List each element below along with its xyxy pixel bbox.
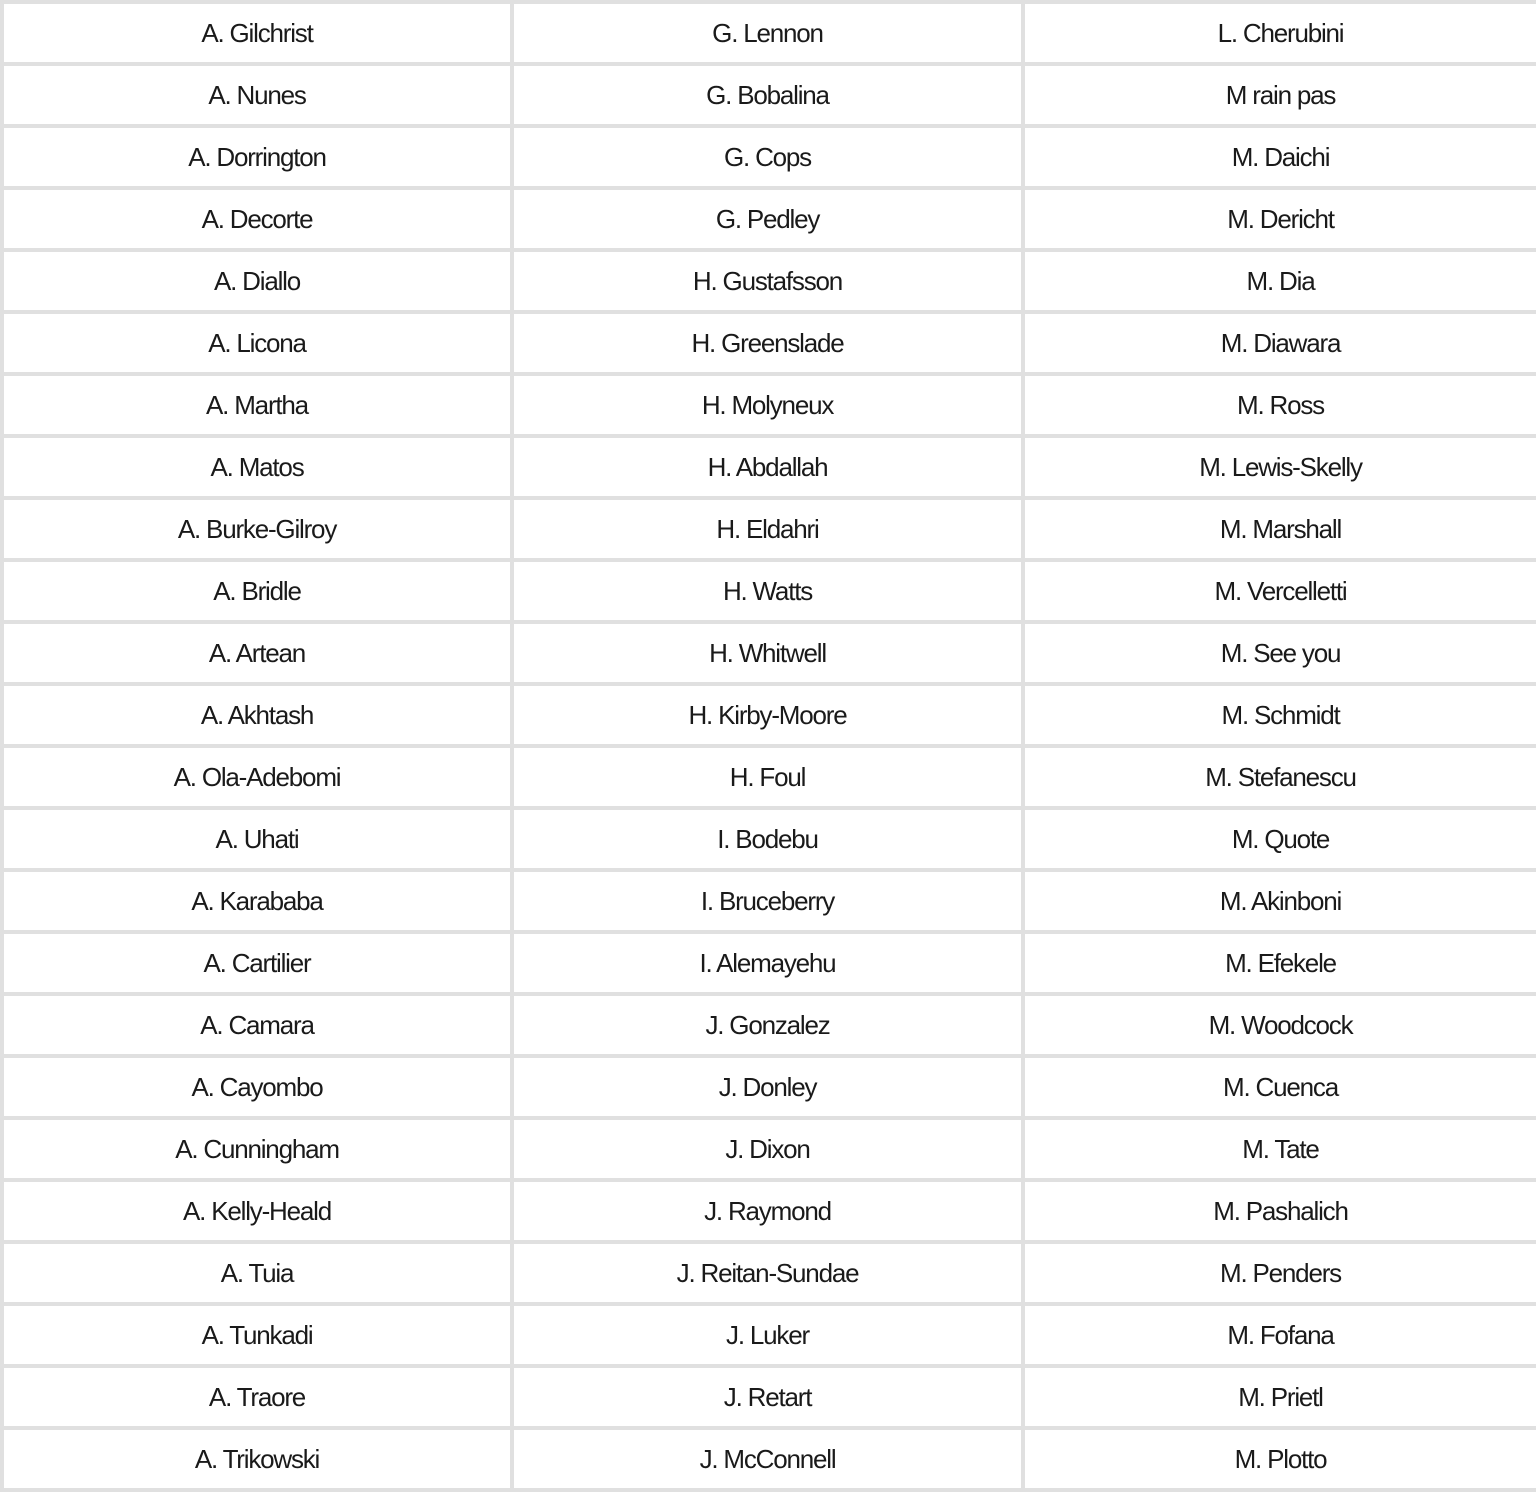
name-cell: G. Cops [512,126,1023,188]
name-cell: A. Trikowski [2,1428,512,1490]
name-cell: A. Karababa [2,870,512,932]
table-row [2,684,1536,746]
name-cell: M. Efekele [1023,932,1536,994]
name-cell: M. Vercelletti [1023,560,1536,622]
name-cell: M. Woodcock [1023,994,1536,1056]
name-cell: J. Retart [512,1366,1023,1428]
name-cell: M. Prietl [1023,1366,1536,1428]
name-cell: M. Penders [1023,1242,1536,1304]
name-cell: A. Camara [2,994,512,1056]
name-cell: I. Bodebu [512,808,1023,870]
name-cell: H. Gustafsson [512,250,1023,312]
name-cell: H. Abdallah [512,436,1023,498]
name-cell: A. Decorte [2,188,512,250]
table-row [2,994,1536,1056]
table-row [2,560,1536,622]
table-row [2,250,1536,312]
table-row [2,808,1536,870]
name-cell: M. Marshall [1023,498,1536,560]
name-cell: M. Cuenca [1023,1056,1536,1118]
name-cell: A. Martha [2,374,512,436]
name-cell: J. Gonzalez [512,994,1023,1056]
name-cell: M. Stefanescu [1023,746,1536,808]
name-cell: J. McConnell [512,1428,1023,1490]
table-row [2,436,1536,498]
name-cell: J. Dixon [512,1118,1023,1180]
name-cell: A. Matos [2,436,512,498]
name-cell: A. Burke-Gilroy [2,498,512,560]
name-cell: M. Ross [1023,374,1536,436]
name-cell: A. Dorrington [2,126,512,188]
table-row [2,374,1536,436]
table-row [2,1056,1536,1118]
name-cell: M. Dia [1023,250,1536,312]
name-cell: A. Nunes [2,64,512,126]
table-row [2,1366,1536,1428]
name-cell: A. Uhati [2,808,512,870]
name-cell: G. Lennon [512,2,1023,64]
name-cell: A. Ola-Adebomi [2,746,512,808]
name-cell: A. Akhtash [2,684,512,746]
name-cell: I. Bruceberry [512,870,1023,932]
table-row [2,188,1536,250]
name-cell: A. Tuia [2,1242,512,1304]
name-cell: H. Eldahri [512,498,1023,560]
name-cell: A. Cayombo [2,1056,512,1118]
name-cell: H. Watts [512,560,1023,622]
table-row [2,1428,1536,1490]
name-cell: G. Pedley [512,188,1023,250]
name-cell: A. Cartilier [2,932,512,994]
table-row [2,64,1536,126]
name-cell: H. Molyneux [512,374,1023,436]
table-row [2,498,1536,560]
name-cell: A. Cunningham [2,1118,512,1180]
name-cell: G. Bobalina [512,64,1023,126]
name-cell: M. Schmidt [1023,684,1536,746]
name-cell: J. Luker [512,1304,1023,1366]
name-cell: M. Diawara [1023,312,1536,374]
name-cell: H. Whitwell [512,622,1023,684]
name-cell: J. Raymond [512,1180,1023,1242]
name-cell: A. Kelly-Heald [2,1180,512,1242]
name-cell: H. Kirby-Moore [512,684,1023,746]
names-table-body [2,2,1536,1490]
name-cell: M. Daichi [1023,126,1536,188]
name-cell: M. Fofana [1023,1304,1536,1366]
name-cell: J. Reitan-Sundae [512,1242,1023,1304]
table-row [2,870,1536,932]
name-cell: M. Dericht [1023,188,1536,250]
name-cell: A. Diallo [2,250,512,312]
name-cell: H. Foul [512,746,1023,808]
name-cell: M. Tate [1023,1118,1536,1180]
table-row [2,622,1536,684]
name-cell: M. Pashalich [1023,1180,1536,1242]
table-row [2,746,1536,808]
name-cell: A. Traore [2,1366,512,1428]
name-cell: A. Bridle [2,560,512,622]
name-cell: L. Cherubini [1023,2,1536,64]
table-row [2,1180,1536,1242]
name-cell: M. Quote [1023,808,1536,870]
name-cell: M. Akinboni [1023,870,1536,932]
table-row [2,2,1536,64]
name-cell: M rain pas [1023,64,1536,126]
name-cell: J. Donley [512,1056,1023,1118]
name-cell: A. Gilchrist [2,2,512,64]
name-cell: M. See you [1023,622,1536,684]
table-row [2,1118,1536,1180]
table-row [2,126,1536,188]
table-row [2,1304,1536,1366]
name-cell: M. Plotto [1023,1428,1536,1490]
name-cell: I. Alemayehu [512,932,1023,994]
table-row [2,1242,1536,1304]
name-cell: A. Artean [2,622,512,684]
table-row [2,932,1536,994]
name-cell: M. Lewis-Skelly [1023,436,1536,498]
name-cell: A. Tunkadi [2,1304,512,1366]
table-row [2,312,1536,374]
name-cell: H. Greenslade [512,312,1023,374]
name-cell: A. Licona [2,312,512,374]
